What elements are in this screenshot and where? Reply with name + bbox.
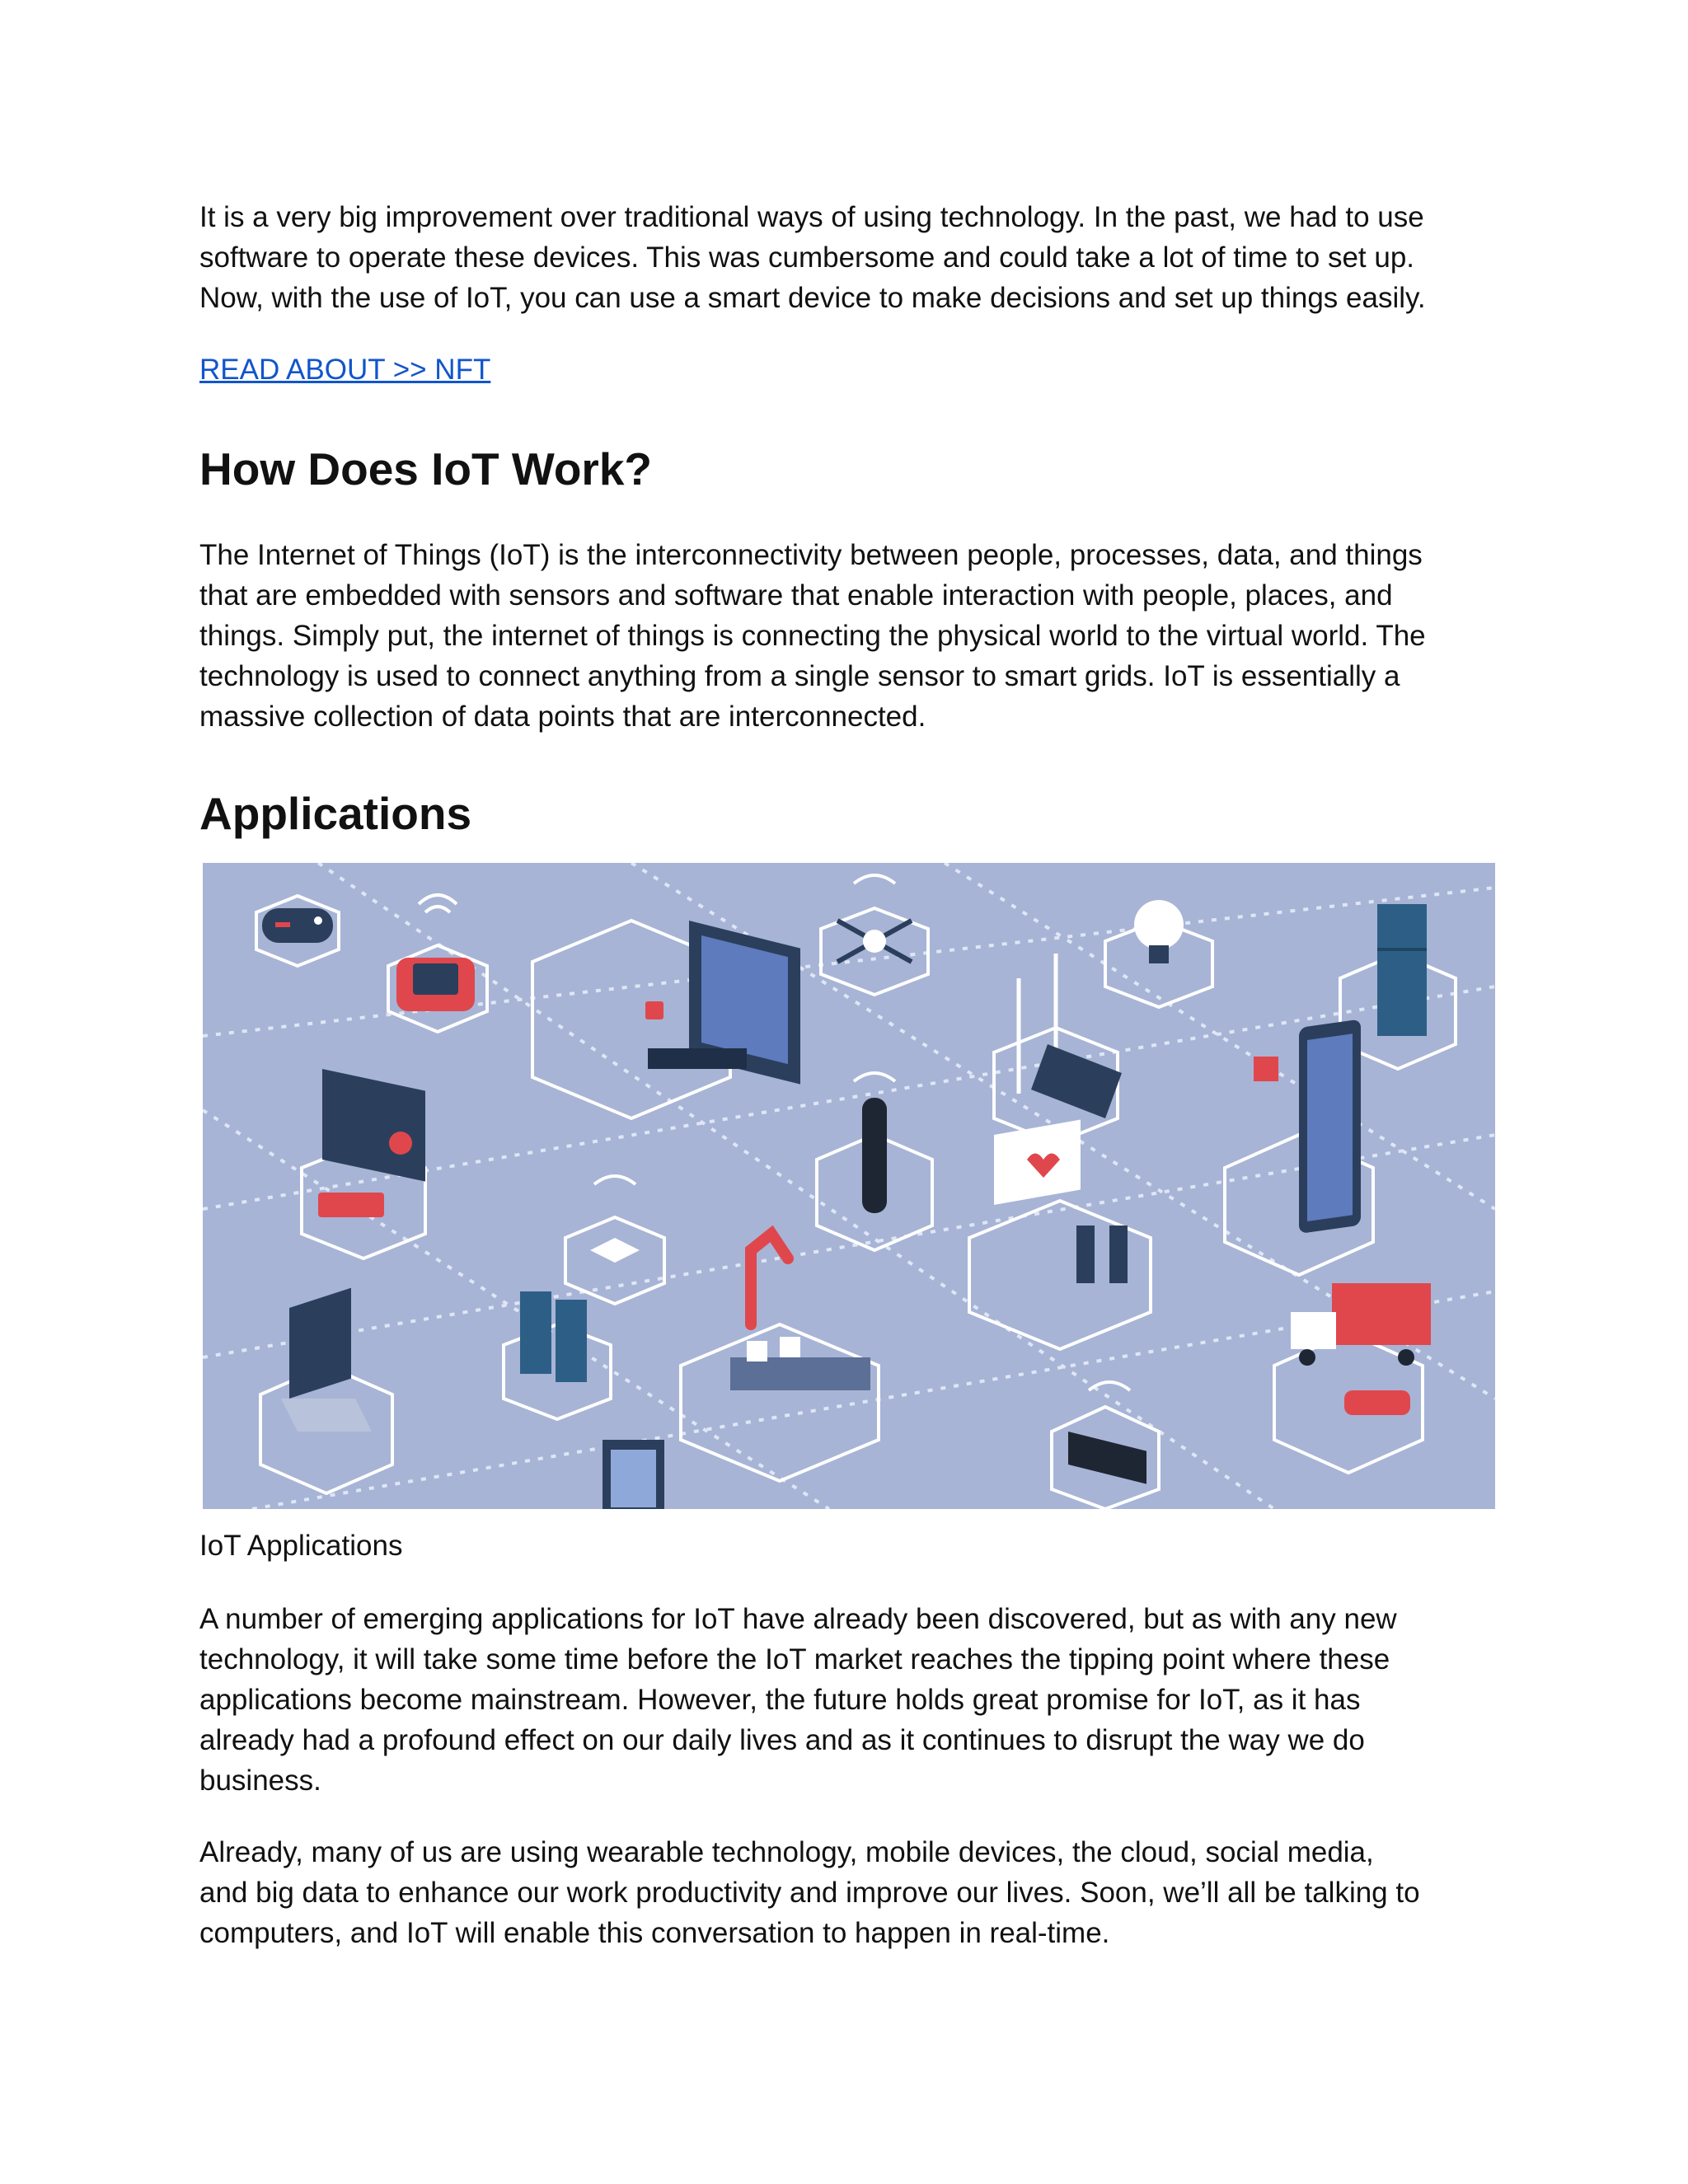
game-controller-icon [256,896,339,966]
payment-terminal-icon [302,1069,425,1258]
wind-turbine-solar-icon [994,954,1122,1143]
applications-paragraph-2: Already, many of us are using wearable technology, mobile devices, the cloud, social media, and big data to enhance our work productivity and improve our lives. Soon, we’ll all be talking to computers, and IoT will enable this conversation to happen in real-time. [199,1836,1420,1949]
how-iot-works-paragraph: The Internet of Things (IoT) is the interconnectivity between people, processes, data, and things that are embedded with sensors and software that enable interaction with people, places, and things. Simply put, the internet of things is connecting the physical world to the virtual world. The technology is used to connect anything from a single sensor to smart grids. IoT is essentially a massive collection of data points that are interconnected. [199,539,1426,733]
wifi-router-icon [1052,1382,1159,1509]
microchip-icon [565,1176,664,1304]
medical-consultation-icon [969,1119,1151,1349]
figure-caption: IoT Applications [199,1530,403,1562]
server-rack-icon [504,1291,611,1419]
smart-speaker-icon [817,1073,932,1250]
drone-icon [821,875,928,995]
truck-and-car-icon [1274,1283,1431,1473]
light-bulb-icon [1105,900,1212,1007]
tablet-icon [603,1440,664,1509]
iot-network-graphic [203,863,1495,1509]
laptop-icon [260,1288,392,1493]
read-about-nft-link[interactable]: READ ABOUT >> NFT [199,354,491,386]
smartphone-icon [1225,1019,1373,1275]
computer-monitor-icon [532,921,800,1118]
iot-applications-illustration [203,863,1495,1509]
applications-paragraph-1: A number of emerging applications for IoT have already been discovered, but as with any new technology, it will take some time before the IoT market reaches the tipping point where these applications become mainstream. However, the future holds great promise for IoT, as it has already had a profound effect on our daily lives and as it continues to disrupt the way we do business. [199,1603,1397,1797]
intro-paragraph: It is a very big improvement over traditional ways of using technology. In the past, we had to use software to operate these devices. This was cumbersome and could take a lot of time to set up. Now, with the use of IoT, you can use a smart device to make decisions and set up things easily. [199,201,1426,314]
how-iot-works-heading: How Does IoT Work? [199,443,653,494]
applications-heading: Applications [199,788,472,839]
